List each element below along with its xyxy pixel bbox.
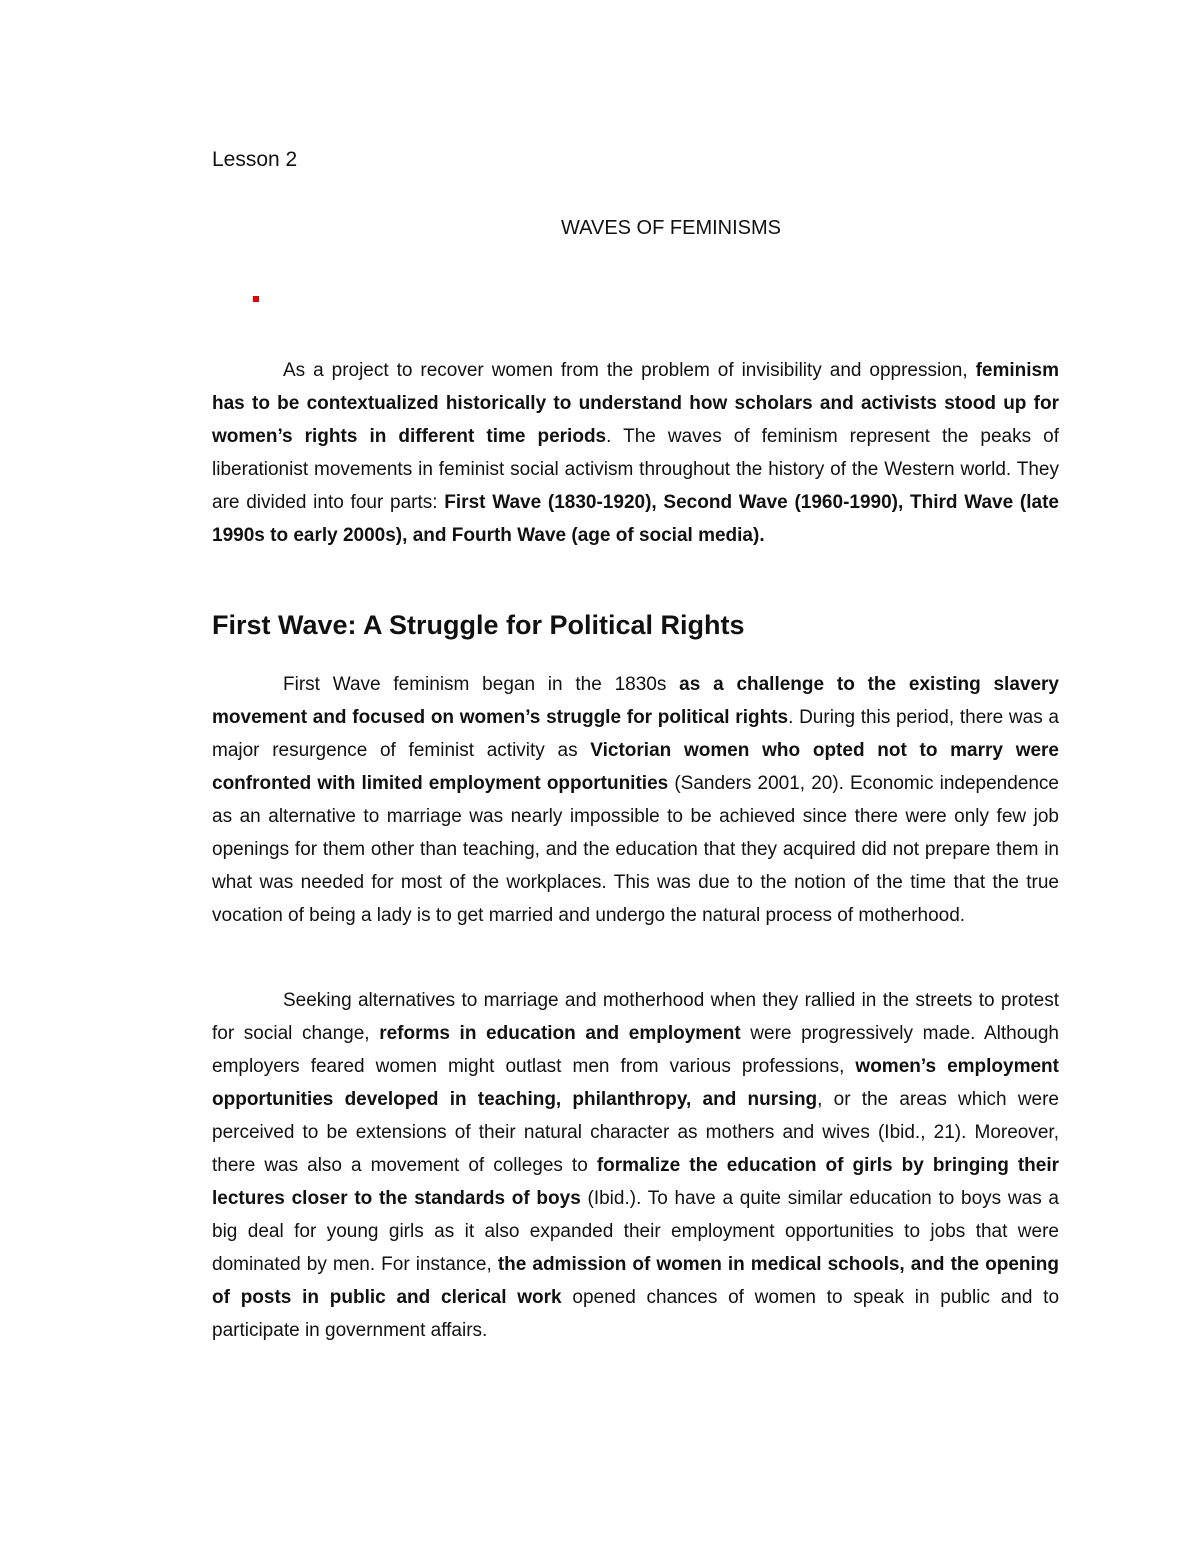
page-title: WAVES OF FEMINISMS [560,217,781,239]
lesson-label: Lesson 2 [212,148,298,171]
p2-bold-2: Victorian women who opted not to marry were confronted with limited employment opportunities [212,740,1059,794]
p2-bold-1: as a challenge to the existing slavery movement and focused on women’s struggle for political rights [212,674,1059,728]
first-wave-paragraph-2 [212,984,1059,1347]
first-wave-paragraph-1 [212,668,1059,932]
intro-bold-1: feminism has to be contextualized historically to understand how scholars and activists stood up for women’s rights in different time periods [212,360,1059,447]
p3-text-1: Seeking alternatives to marriage and motherhood when they rallied in the streets to protest for social change, [212,990,1059,1044]
p3-text-5: opened chances of women to speak in public and to participate in government affairs. [212,1287,1060,1341]
intro-text-2: . The waves of feminism represent the peaks of liberationist movements in feminist social activism throughout the history of the Western world. They are divided into four parts: [212,426,1060,513]
p3-bold-1: reforms in education and employment [379,1023,741,1044]
intro-bold-2: First Wave (1830-1920), Second Wave (1960-1990), Third Wave (late 1990s to early 2000s), and Fourth Wave (age of social media). [212,492,1059,546]
p3-bold-3: formalize the education of girls by bringing their lectures closer to the standards of boys [212,1155,1059,1209]
red-bullet-marker [253,296,259,302]
p2-text-3: (Sanders 2001, 20). Economic independence as an alternative to marriage was nearly impossible to be achieved since there were only few job openings for them other than teaching, and the education that they acquired did not prepare them in what was needed for most of the workplaces. This was due to the notion of the time that the true vocation of being a lady is to get married and undergo the natural process of motherhood. [212,773,1059,926]
p3-text-4: (Ibid.). To have a quite similar education to boys was a big deal for young girls as it also expanded their employment opportunities to jobs that were dominated by men. For instance, [212,1188,1060,1275]
p3-text-2: were progressively made. Although employers feared women might outlast men from various professions, [212,1023,1059,1077]
p3-text-3: , or the areas which were perceived to be extensions of their natural character as mothers and wives (Ibid., 21). Moreover, there was also a movement of colleges to [212,1089,1059,1176]
intro-paragraph [212,354,1059,552]
p3-bold-4: the admission of women in medical schools, and the opening of posts in public and clerical work [212,1254,1059,1308]
section-heading: First Wave: A Struggle for Political Rights [212,610,745,640]
p2-text-1: First Wave feminism began in the 1830s [283,674,680,695]
p2-text-2: . During this period, there was a major resurgence of feminist activity as [212,707,1059,761]
intro-text-1: As a project to recover women from the problem of invisibility and oppression, [283,360,976,381]
p3-bold-2: women’s employment opportunities developed in teaching, philanthropy, and nursing [212,1056,1059,1110]
